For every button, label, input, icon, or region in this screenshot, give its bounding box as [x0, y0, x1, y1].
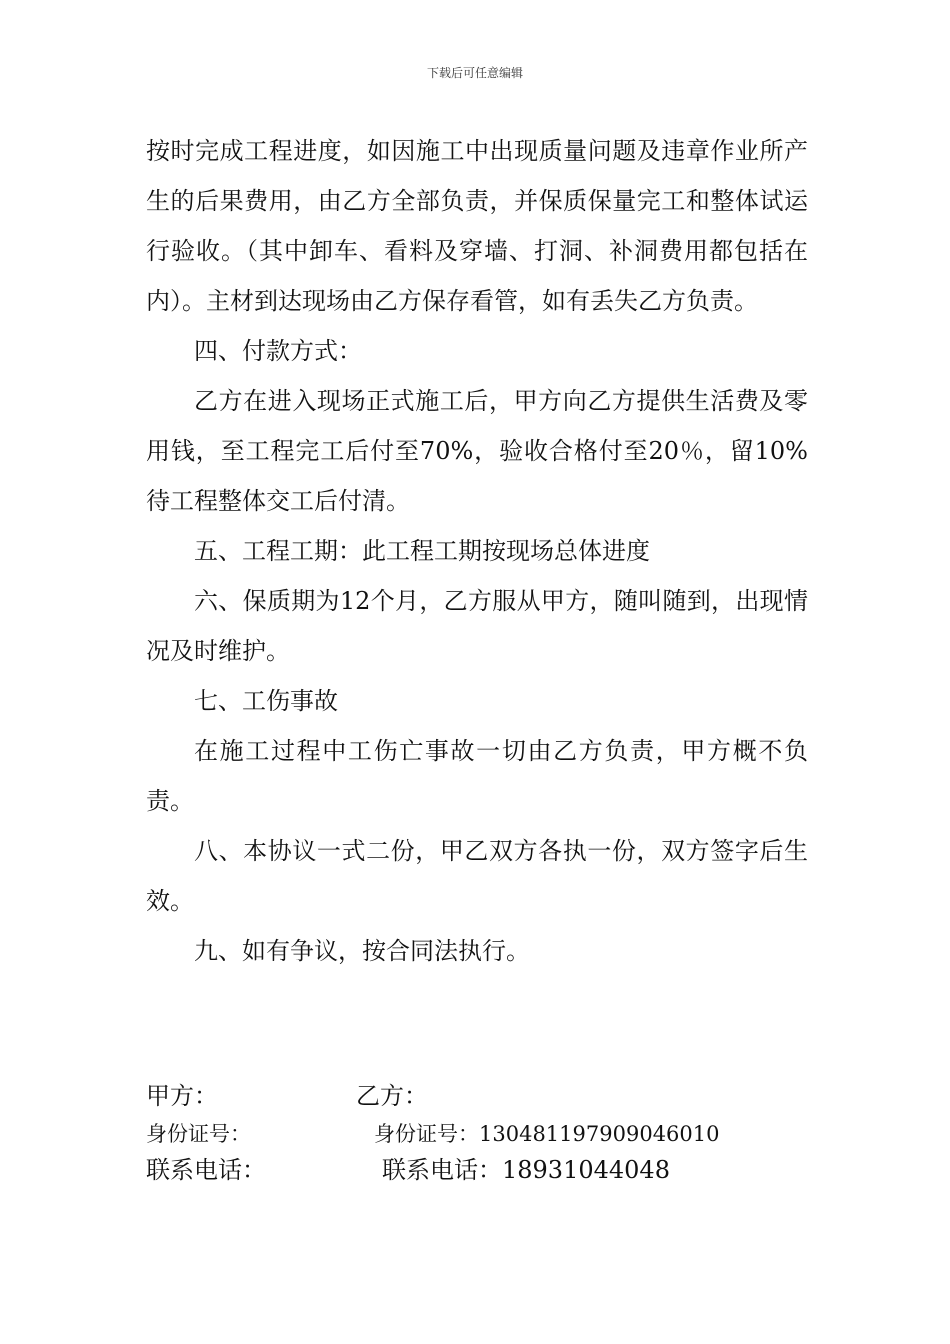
- paragraph-schedule: 五、工程工期：此工程工期按现场总体进度: [194, 537, 650, 565]
- page-header: 下载后可任意编辑: [426, 66, 523, 80]
- party-a-label: 甲方：: [146, 1082, 218, 1110]
- party-b-phone: 联系电话：18931044048: [382, 1156, 670, 1184]
- party-a-phone-label: 联系电话：: [146, 1156, 266, 1184]
- paragraph-dispute: 九、如有争议，按合同法执行。: [194, 937, 530, 965]
- paragraph-copies: 八、本协议一式二份，甲乙双方各执一份，双方签字后生效。: [146, 837, 808, 915]
- paragraph-payment-heading: 四、付款方式：: [194, 337, 362, 365]
- party-b-label: 乙方：: [356, 1082, 428, 1110]
- paragraph-1: 按时完成工程进度，如因施工中出现质量问题及违章作业所产生的后果费用，由乙方全部负责，并保质保量完工和整体试运行验收。（其中卸车、看料及穿墙、打洞、补洞费用都包括在内）。主材到达现场由乙方保存看管，如有丢失乙方负责。: [146, 137, 808, 315]
- paragraph-injury-heading: 七、工伤事故: [194, 687, 338, 715]
- party-b-id: 身份证号：130481197909046010: [374, 1122, 720, 1146]
- paragraph-injury-terms: 在施工过程中工伤亡事故一切由乙方负责，甲方概不负责。: [146, 737, 808, 815]
- party-a-id-label: 身份证号：: [146, 1122, 251, 1146]
- paragraph-warranty: 六、保质期为12个月，乙方服从甲方，随叫随到，出现情况及时维护。: [146, 587, 808, 665]
- paragraph-payment-terms: 乙方在进入现场正式施工后，甲方向乙方提供生活费及零用钱，至工程完工后付至70%，验收合格付至20％，留10%待工程整体交工后付清。: [146, 387, 808, 515]
- contract-body: [146, 126, 808, 976]
